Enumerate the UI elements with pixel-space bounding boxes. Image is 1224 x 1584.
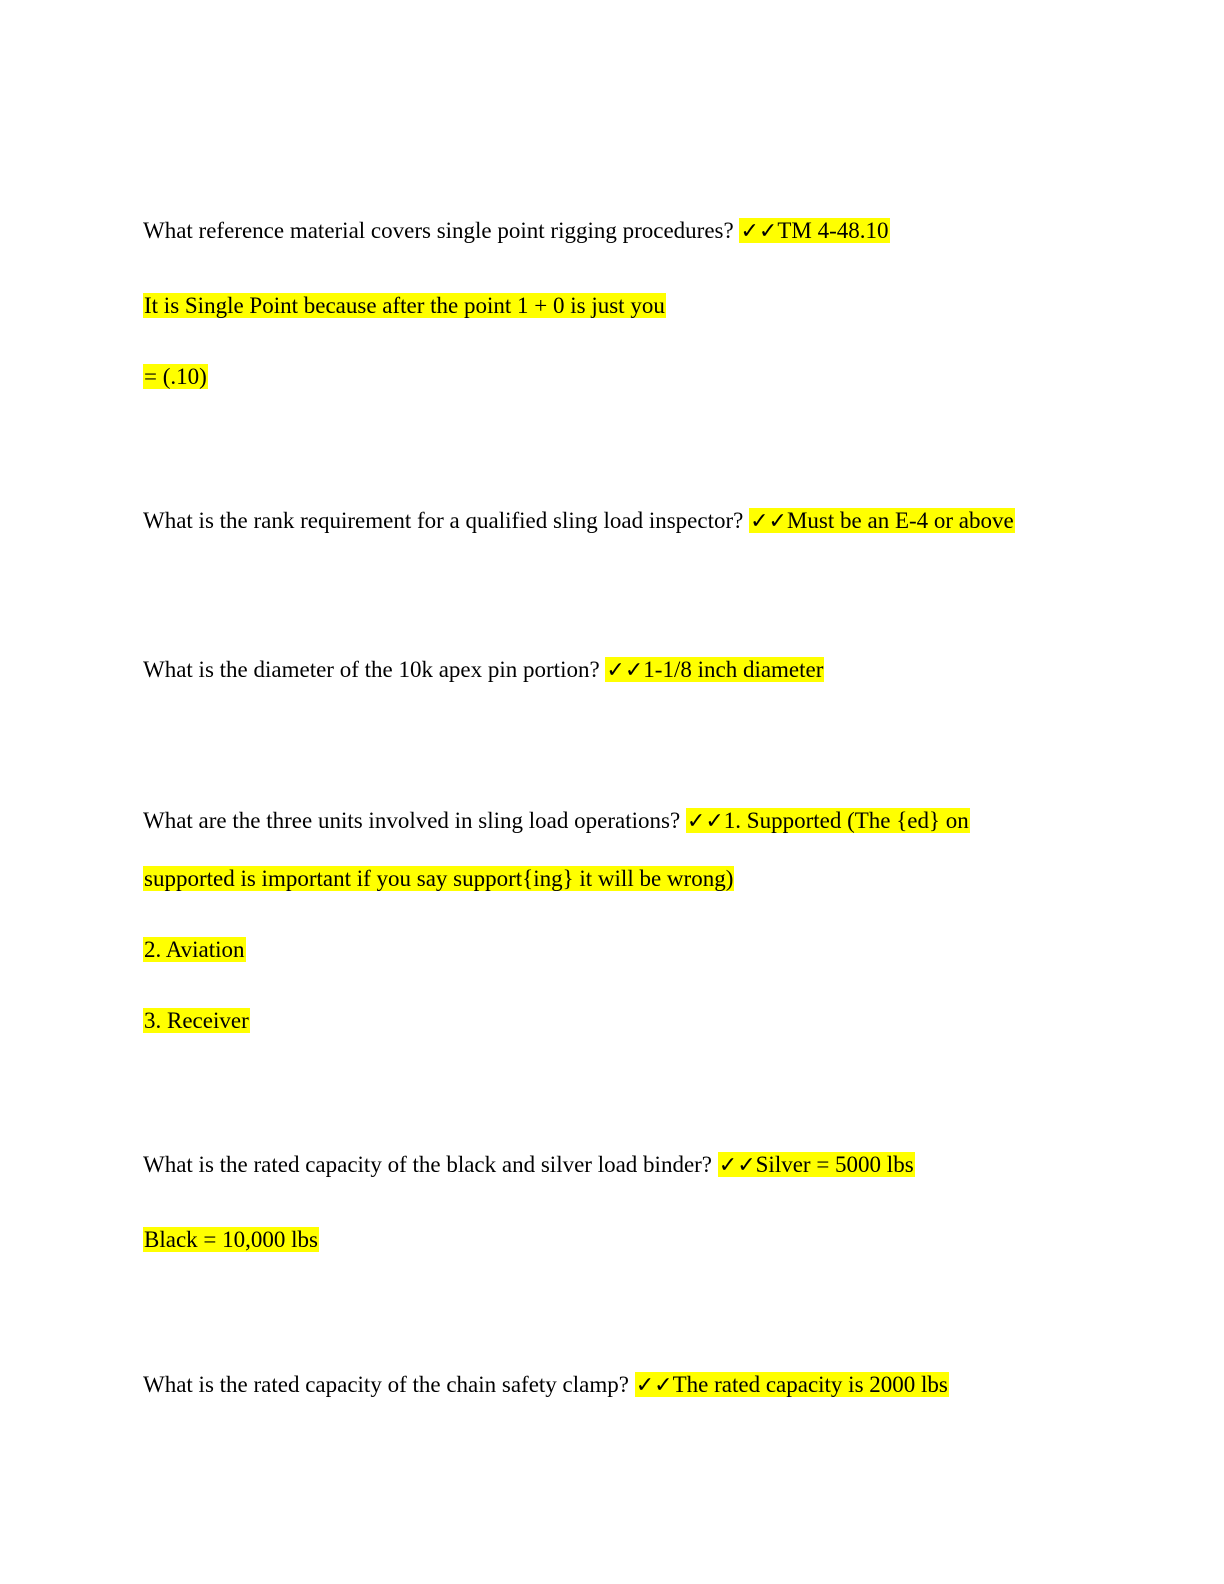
qa-item-2-question-line — [143, 505, 1015, 538]
double-check-icon: ✓✓ — [740, 219, 778, 244]
qa-item-6-question-line — [143, 1369, 949, 1402]
answer-text: supported is important if you say support{ing} it will be wrong) — [144, 866, 734, 891]
answer-text: 1-1/8 inch diameter — [643, 657, 824, 682]
double-check-icon: ✓✓ — [750, 509, 787, 534]
answer-highlight — [718, 1152, 915, 1177]
question-text: What is the rank requirement for a qualified sling load inspector? — [143, 508, 744, 533]
answer-highlight — [635, 1372, 949, 1397]
answer-text: 2. Aviation — [144, 937, 245, 962]
answer-highlight — [605, 657, 824, 682]
double-check-icon: ✓✓ — [606, 658, 644, 683]
answer-text: It is Single Point because after the point 1 + 0 is just you — [144, 293, 665, 318]
answer-text: 1. Supported (The {ed} on — [723, 808, 969, 833]
qa-item-1-answer-line-3 — [143, 361, 208, 393]
answer-text: = (.10) — [144, 364, 207, 389]
question-text: What are the three units involved in sling load operations? — [143, 808, 681, 833]
answer-highlight — [739, 218, 889, 243]
qa-item-4-question-line — [143, 805, 970, 838]
answer-text: The rated capacity is 2000 lbs — [672, 1372, 948, 1397]
answer-text: Must be an E-4 or above — [786, 508, 1014, 533]
answer-highlight — [686, 808, 970, 833]
answer-highlight — [749, 508, 1015, 533]
qa-item-1-answer-line-2 — [143, 290, 666, 322]
answer-text: Black = 10,000 lbs — [144, 1227, 318, 1252]
question-text: What is the diameter of the 10k apex pin portion? — [143, 657, 600, 682]
qa-item-4-answer-line-3 — [143, 934, 246, 966]
qa-item-5-answer-line-2 — [143, 1224, 319, 1256]
qa-item-4-answer-line-4 — [143, 1005, 250, 1037]
qa-item-1-question-line — [143, 215, 890, 248]
qa-item-4-answer-line-2 — [143, 863, 734, 895]
double-check-icon: ✓✓ — [635, 1373, 673, 1398]
qa-item-3-question-line — [143, 654, 824, 687]
double-check-icon: ✓✓ — [686, 809, 724, 834]
question-text: What is the rated capacity of the black and silver load binder? — [143, 1152, 713, 1177]
qa-item-5-question-line — [143, 1149, 915, 1182]
double-check-icon: ✓✓ — [718, 1153, 756, 1178]
question-text: What is the rated capacity of the chain safety clamp? — [143, 1372, 629, 1397]
question-text: What reference material covers single point rigging procedures? — [143, 218, 734, 243]
answer-text: Silver = 5000 lbs — [755, 1152, 914, 1177]
answer-text: 3. Receiver — [144, 1008, 249, 1033]
answer-text: TM 4-48.10 — [777, 218, 889, 243]
